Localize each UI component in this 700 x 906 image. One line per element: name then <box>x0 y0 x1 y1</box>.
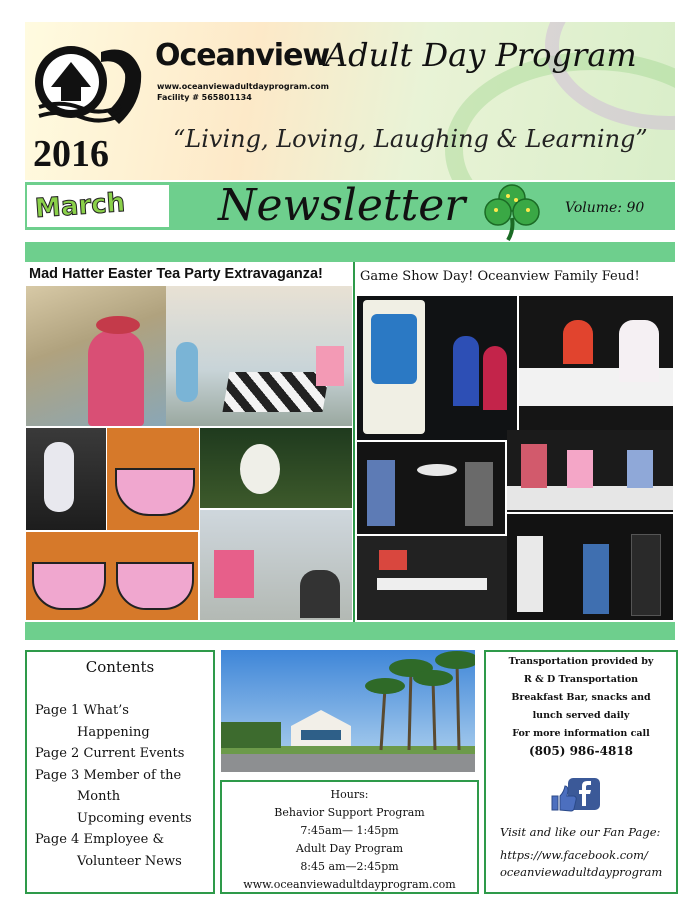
year: 2016 <box>33 133 109 175</box>
transport-line: Breakfast Bar, snacks and <box>511 692 651 703</box>
game-show-photo <box>357 442 505 534</box>
volume-number: Volume: 90 <box>565 200 645 216</box>
oceanview-logo <box>31 32 151 132</box>
tea-party-caption: Mad Hatter Easter Tea Party Extravaganza! <box>29 266 323 282</box>
tea-party-photo <box>200 428 352 508</box>
contents-line: Upcoming events <box>77 810 192 826</box>
green-stripe <box>25 622 675 640</box>
hours-line: Adult Day Program <box>295 842 404 855</box>
facebook-link[interactable]: oceanviewadultdayprogram <box>500 865 663 879</box>
shamrock-icon <box>480 182 544 242</box>
contents-line: Month <box>77 789 121 804</box>
facility-number: Facility # 565801134 <box>157 93 252 102</box>
website-link[interactable]: www.oceanviewadultdayprogram.com <box>243 878 456 891</box>
game-show-photo <box>507 514 673 620</box>
contents-line: Page 1 What’s <box>35 703 129 718</box>
hours-box <box>220 780 479 894</box>
contents-title: Contents <box>85 658 155 676</box>
transport-line: R & D Transportation <box>523 674 639 685</box>
phone-number: (805) 986-4818 <box>528 744 633 758</box>
brand-name: Oceanview <box>155 38 330 73</box>
facility-photo <box>221 650 475 772</box>
photo-collage <box>25 262 675 622</box>
hours-line: Behavior Support Program <box>274 806 425 819</box>
month-badge <box>27 185 169 227</box>
facebook-link[interactable]: https://ww.facebook.com/ <box>500 848 648 862</box>
game-show-photo <box>357 296 517 440</box>
fan-page-text <box>500 824 662 881</box>
hours-line: Hours: <box>330 788 369 801</box>
hours-line: 7:45am— 1:45pm <box>300 824 399 837</box>
game-show-photo <box>519 296 673 440</box>
masthead <box>25 22 675 180</box>
contents-line: Page 4 Employee & <box>35 832 165 847</box>
green-stripe <box>25 242 675 262</box>
contents-box <box>25 650 215 894</box>
game-show-photo <box>507 430 673 512</box>
newsletter-banner <box>25 182 675 230</box>
collage-divider <box>353 262 355 622</box>
website-text: www.oceanviewadultdayprogram.com <box>157 82 329 91</box>
transport-line: Transportation provided by <box>508 656 654 667</box>
game-show-caption: Game Show Day! Oceanview Family Feud! <box>360 269 640 284</box>
facebook-like-icon[interactable] <box>550 776 600 814</box>
tea-party-photo <box>200 510 352 620</box>
tea-party-photo <box>26 532 198 620</box>
motto: “Living, Loving, Laughing & Learning” <box>173 125 648 153</box>
tea-party-photo <box>166 286 352 426</box>
tea-party-photo <box>107 428 199 530</box>
transport-box <box>484 650 678 894</box>
fan-line: Visit and like our Fan Page: <box>500 825 661 839</box>
contents-line: Happening <box>77 724 150 740</box>
month-label: March <box>34 187 127 225</box>
contents-line: Page 3 Member of the <box>35 767 182 783</box>
tea-party-photo <box>26 428 106 530</box>
transport-line: lunch served daily <box>532 710 630 721</box>
program-name: Adult Day Program <box>325 36 637 74</box>
contents-line: Page 2 Current Events <box>35 746 185 761</box>
tea-party-photo <box>26 286 166 426</box>
hours-line: 8:45 am—2:45pm <box>300 860 399 873</box>
transport-line: For more information call <box>512 728 650 739</box>
contents-line: Volunteer News <box>77 853 182 869</box>
game-show-photo <box>357 536 507 620</box>
contents-list <box>35 700 192 872</box>
newsletter-title: Newsletter <box>218 180 466 231</box>
